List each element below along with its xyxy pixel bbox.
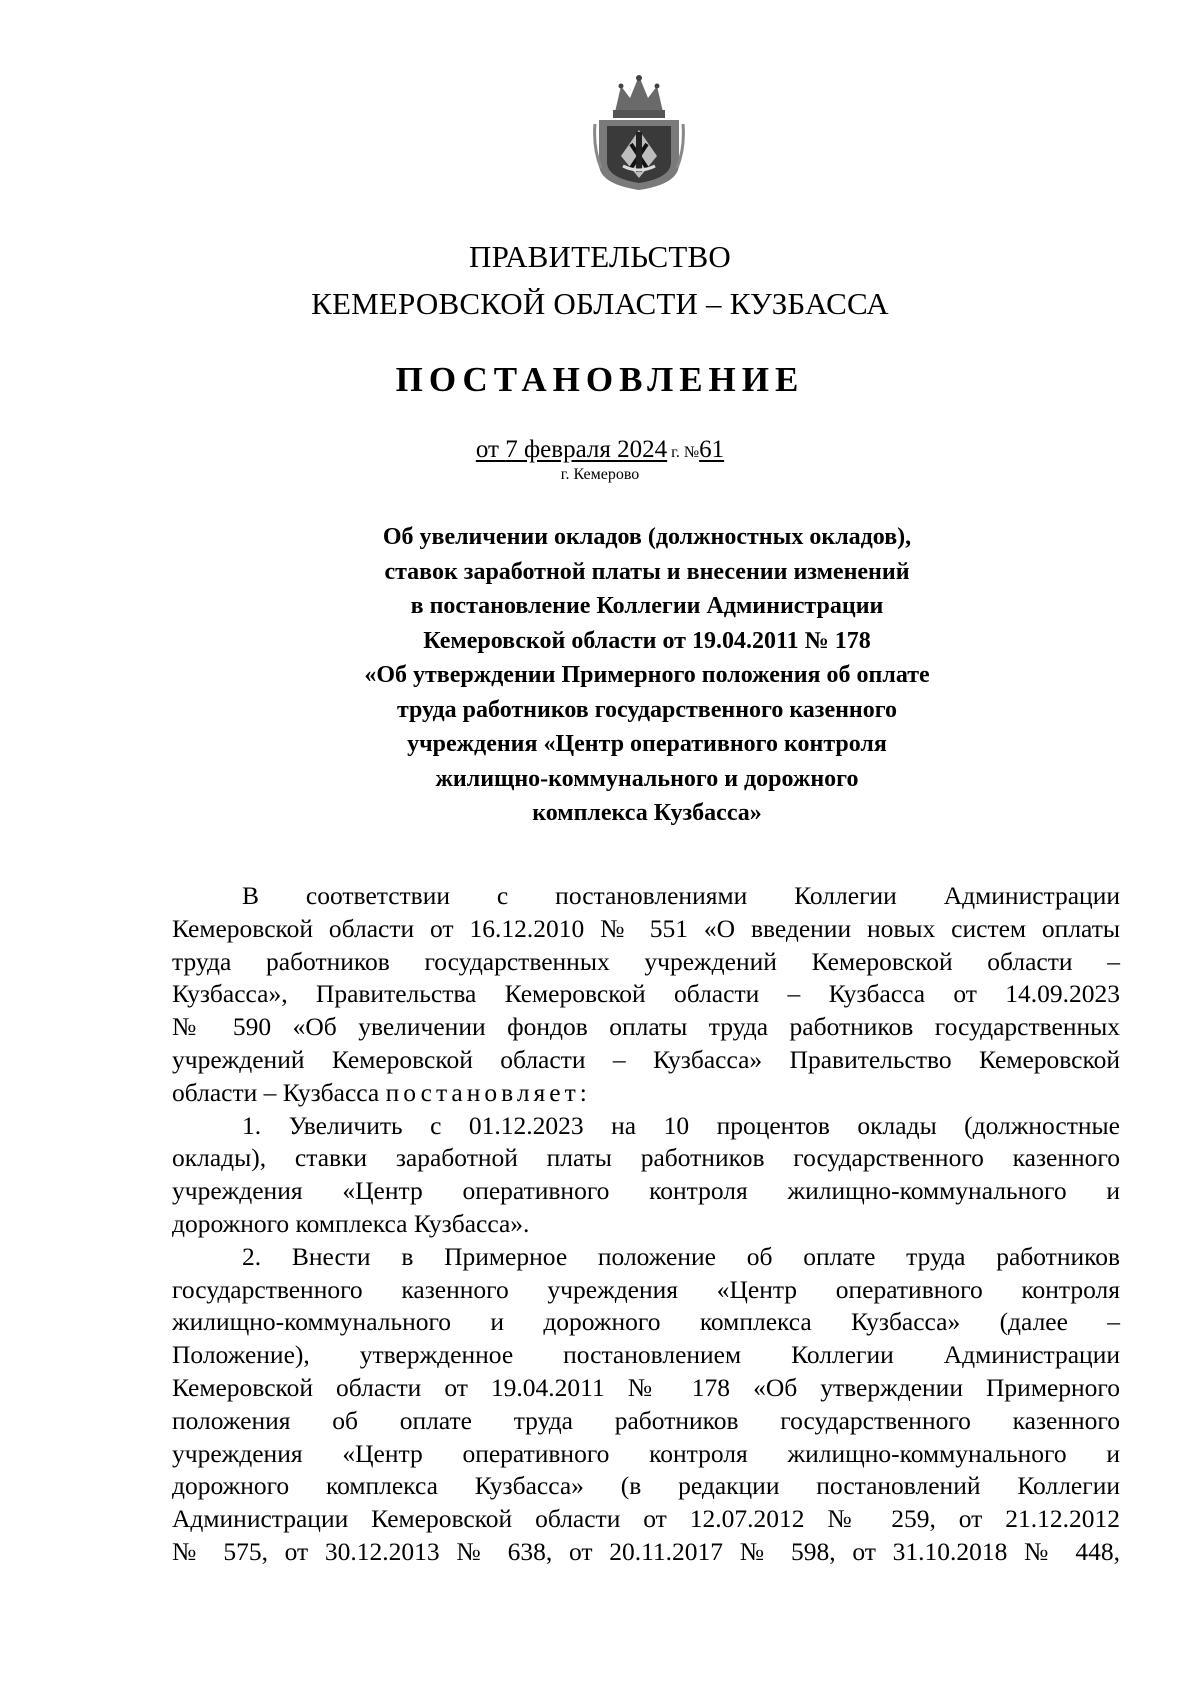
body-line: Кемеровской области от 16.12.2010 № 551 «О введении новых систем оплаты — [172, 913, 1120, 943]
document-title — [220, 520, 1074, 831]
title-line: труда работников государственного казенного — [396, 696, 898, 723]
body-line: № 575, от 30.12.2013 № 638, от 20.11.2017 № 598, от 31.10.2018 № 448, — [172, 1536, 1120, 1566]
body-line: учреждения «Центр оперативного контроля жилищно-коммунального и — [172, 1176, 1120, 1206]
document-city: г. Кемерово — [560, 466, 640, 483]
body-line-text: области – Кузбасса — [172, 1077, 380, 1107]
title-line: ставок заработной платы и внесении изменений — [384, 558, 910, 585]
body-line: Администрации Кемеровской области от 12.07.2012 № 259, от 21.12.2012 — [172, 1504, 1120, 1534]
title-line: «Об утверждении Примерного положения об оплате — [364, 662, 930, 688]
title-line: в постановление Коллегии Администрации — [410, 593, 884, 619]
body-line — [172, 1077, 1120, 1110]
date-underlined — [476, 436, 667, 463]
government-name-line1: ПРАВИТЕЛЬСТВО — [469, 239, 731, 274]
body-line: учреждения «Центр оперативного контроля жилищно-коммунального и — [172, 1438, 1120, 1468]
document-date: 7 февраля 2024 — [505, 436, 668, 463]
title-line: комплекса Кузбасса» — [532, 800, 762, 826]
body-line: Кузбасса», Правительства Кемеровской области – Кузбасса от 14.09.2023 — [172, 979, 1120, 1009]
body-line: № 590 «Об увеличении фондов оплаты труда работников государственных — [172, 1012, 1120, 1042]
body-line: 1. Увеличить с 01.12.2023 на 10 процентов оклады (должностные — [242, 1110, 1120, 1140]
body-line: учреждений Кемеровской области – Кузбасса» Правительство Кемеровской — [172, 1044, 1120, 1074]
resolution-word: постановляет: — [385, 1077, 591, 1107]
body-line: дорожного комплекса Кузбасса» (в редакции постановлений Коллегии — [172, 1471, 1120, 1501]
year-suffix: г. — [667, 444, 680, 461]
title-line: жилищно-коммунального и дорожного — [435, 765, 859, 792]
body-line: Кемеровской области от 19.04.2011 № 178 «Об утверждении Примерного — [172, 1372, 1120, 1402]
body-line: оклады), ставки заработной платы работников государственного казенного — [172, 1143, 1120, 1173]
title-line: учреждения «Центр оперативного контроля — [407, 731, 887, 757]
document-body — [172, 880, 1120, 1569]
document-number: 61 — [699, 436, 725, 463]
body-line: 2. Внести в Примерное положение об оплате труда работников — [242, 1241, 1120, 1271]
body-line: положения об оплате труда работников государственного казенного — [172, 1405, 1120, 1435]
date-prefix: от — [475, 436, 506, 463]
body-line: жилищно-коммунального и дорожного комплекса Кузбасса» (далее – — [172, 1307, 1120, 1337]
kuzbass-coat-of-arms-icon — [593, 68, 685, 192]
body-line: государственного казенного учреждения «Центр оперативного контроля — [172, 1274, 1120, 1304]
body-line: Положение), утвержденное постановлением Коллегии Администрации — [172, 1340, 1120, 1370]
document-date-number — [0, 436, 1200, 467]
government-name-line2: КЕМЕРОВСКОЙ ОБЛАСТИ – КУЗБАССА — [311, 286, 889, 321]
title-line: Об увеличении окладов (должностных окладов), — [382, 524, 912, 550]
body-line: дорожного комплекса Кузбасса». — [172, 1208, 530, 1238]
document-type-heading: ПОСТАНОВЛЕНИЕ — [395, 360, 805, 399]
body-line: труда работников государственных учреждений Кемеровской области – — [172, 946, 1120, 976]
number-sign: № — [679, 444, 700, 461]
title-line: Кемеровской области от 19.04.2011 № 178 — [423, 627, 871, 654]
body-line: В соответствии с постановлениями Коллегии Администрации — [242, 881, 1120, 910]
